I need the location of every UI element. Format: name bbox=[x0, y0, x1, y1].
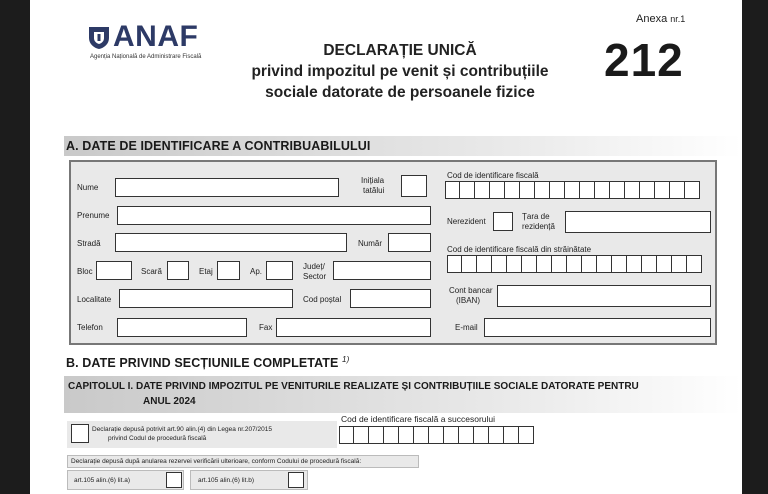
ap-label: Ap. bbox=[250, 267, 263, 276]
form-page bbox=[30, 0, 742, 494]
logo-subtitle: Agenția Națională de Administrare Fiscală bbox=[90, 54, 202, 60]
bloc-field[interactable] bbox=[96, 261, 132, 280]
judet-label-2: Sector bbox=[303, 272, 327, 281]
email-label: E-mail bbox=[455, 323, 478, 332]
telefon-label: Telefon bbox=[77, 323, 103, 332]
iban-field[interactable] bbox=[497, 285, 711, 307]
cif-succesor-cells[interactable] bbox=[339, 426, 534, 444]
decl-anulare-label: Declarație depusă după anularea rezervei verificării ulterioare, conform Codului de procedură fiscală: bbox=[71, 458, 362, 465]
cif-cells[interactable] bbox=[445, 181, 700, 199]
numar-field[interactable] bbox=[388, 233, 431, 252]
title-line-3: sociale datorate de persoanele fizice bbox=[265, 84, 535, 101]
scara-label: Scară bbox=[141, 267, 162, 276]
title-line-2: privind impozitul pe venit și contribuțiile bbox=[251, 63, 549, 80]
cif-strainatate-cells[interactable] bbox=[447, 255, 702, 273]
section-b-title-text: B. DATE PRIVIND SECȚIUNILE COMPLETATE bbox=[66, 356, 339, 371]
cif-succesor-label: Cod de identificare fiscală a succesorului bbox=[341, 414, 496, 424]
etaj-label: Etaj bbox=[199, 267, 213, 276]
cif-strainatate-label: Cod de identificare fiscală din străinătate bbox=[447, 245, 592, 254]
scara-field[interactable] bbox=[167, 261, 189, 280]
telefon-field[interactable] bbox=[117, 318, 247, 337]
initiala-field[interactable] bbox=[401, 175, 427, 197]
strada-label: Stradă bbox=[77, 239, 101, 248]
art-a-label: art.105 alin.(6) lit.a) bbox=[74, 477, 130, 484]
localitate-field[interactable] bbox=[119, 289, 293, 308]
anaf-shield-icon bbox=[88, 26, 110, 50]
strada-field[interactable] bbox=[115, 233, 347, 252]
decl-90-checkbox[interactable] bbox=[71, 424, 89, 443]
annex-word: Anexa bbox=[636, 13, 668, 25]
etaj-field[interactable] bbox=[217, 261, 240, 280]
nerezident-checkbox[interactable] bbox=[493, 212, 513, 231]
nerezident-label: Nerezident bbox=[447, 217, 486, 226]
localitate-label: Localitate bbox=[77, 295, 112, 304]
fax-field[interactable] bbox=[276, 318, 431, 337]
form-number: 212 bbox=[604, 34, 684, 86]
cont-label-1: Cont bancar bbox=[449, 286, 493, 295]
art-a-checkbox[interactable] bbox=[166, 472, 182, 488]
cif-label: Cod de identificare fiscală bbox=[447, 171, 539, 180]
numar-label: Număr bbox=[358, 239, 383, 248]
nume-label: Nume bbox=[77, 183, 99, 192]
initiala-label-2: tatălui bbox=[363, 186, 385, 195]
prenume-label: Prenume bbox=[77, 211, 110, 220]
initiala-label-1: Inițiala bbox=[361, 176, 385, 185]
chapter-title-line-1: CAPITOLUL I. DATE PRIVIND IMPOZITUL PE VENITURILE REALIZATE ȘI CONTRIBUȚIILE SOCIALE DATORATE PENTRU bbox=[68, 381, 639, 392]
annex-number: nr.1 bbox=[670, 14, 686, 24]
art-b-checkbox[interactable] bbox=[288, 472, 304, 488]
judet-label-1: Județ/ bbox=[303, 262, 325, 271]
tara-label-1: Țara de bbox=[522, 212, 550, 221]
bloc-label: Bloc bbox=[77, 267, 93, 276]
section-b-footnote: 1) bbox=[342, 355, 350, 364]
tara-field[interactable] bbox=[565, 211, 711, 233]
nume-field[interactable] bbox=[115, 178, 339, 197]
section-b-title bbox=[66, 355, 349, 370]
logo-text: ANAF bbox=[113, 20, 199, 53]
title-line-1: DECLARAȚIE UNICĂ bbox=[323, 42, 477, 59]
cod-postal-label: Cod poștal bbox=[303, 295, 342, 304]
tara-label-2: rezidență bbox=[522, 222, 555, 231]
email-field[interactable] bbox=[484, 318, 711, 337]
ap-field[interactable] bbox=[266, 261, 293, 280]
annex-label bbox=[636, 13, 685, 25]
decl-90-label-2: privind Codul de procedură fiscală bbox=[108, 435, 207, 442]
fax-label: Fax bbox=[259, 323, 273, 332]
prenume-field[interactable] bbox=[117, 206, 431, 225]
chapter-title-line-2: ANUL 2024 bbox=[143, 396, 196, 407]
cont-label-2: (IBAN) bbox=[456, 296, 480, 305]
art-b-label: art.105 alin.(6) lit.b) bbox=[198, 477, 254, 484]
decl-90-label-1: Declarație depusă potrivit art.90 alin.(4) din Legea nr.207/2015 bbox=[92, 426, 272, 433]
section-a-title: A. DATE DE IDENTIFICARE A CONTRIBUABILULUI bbox=[66, 139, 371, 153]
cod-postal-field[interactable] bbox=[350, 289, 431, 308]
judet-field[interactable] bbox=[333, 261, 431, 280]
